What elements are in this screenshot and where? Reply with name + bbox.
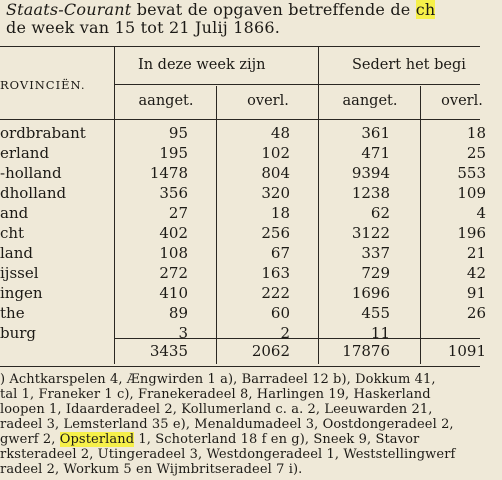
cell-overl-week: 804: [261, 164, 290, 182]
cell-aanget-total: 455: [361, 304, 390, 322]
cell-aanget-week: 108: [159, 244, 188, 262]
table-row: [0, 244, 486, 264]
total-overl-total: 1091: [447, 342, 486, 360]
province-name: ijssel: [0, 264, 39, 282]
table-row: [0, 284, 486, 304]
col-header-overl-week: overl.: [247, 93, 289, 109]
table-row: [0, 224, 486, 244]
cell-aanget-week: 27: [168, 204, 188, 222]
cell-overl-total: 18: [466, 124, 486, 142]
intro-line-1: [6, 0, 435, 19]
cell-overl-total: 25: [466, 144, 486, 162]
province-name: ingen: [0, 284, 43, 302]
province-name: land: [0, 244, 34, 262]
total-aanget-week: 3435: [149, 342, 188, 360]
cell-overl-total: 109: [457, 184, 486, 202]
province-name: the: [0, 304, 25, 322]
cell-aanget-total: 1238: [351, 184, 390, 202]
province-name: and: [0, 204, 29, 222]
cell-overl-week: 18: [270, 204, 290, 222]
total-aanget-total: 17876: [342, 342, 390, 360]
cell-overl-week: 256: [261, 224, 290, 242]
since-start-header: Sedert het begi: [352, 57, 466, 73]
cell-overl-total: 26: [466, 304, 486, 322]
cell-aanget-total: 11: [370, 324, 390, 342]
table-bottom-rule: [0, 366, 480, 367]
cell-overl-total: 91: [466, 284, 486, 302]
footnote-line: radeel 2, Workum 5 en Wijmbritseradeel 7 i).: [0, 462, 303, 477]
cell-aanget-week: 410: [159, 284, 188, 302]
cell-aanget-week: 89: [168, 304, 188, 322]
cell-aanget-week: 95: [168, 124, 188, 142]
cell-aanget-week: 272: [159, 264, 188, 282]
table-row: [0, 144, 486, 164]
table-row: [0, 304, 486, 324]
totals-row: [0, 342, 486, 362]
cell-aanget-total: 471: [361, 144, 390, 162]
table-row: [0, 164, 486, 184]
cell-overl-week: 60: [270, 304, 290, 322]
footnote-line: tal 1, Franeker 1 c), Franekeradeel 8, Harlingen 19, Haskerland: [0, 387, 431, 402]
table-row: [0, 204, 486, 224]
cell-overl-total: 21: [466, 244, 486, 262]
cell-overl-week: 222: [261, 284, 290, 302]
cell-aanget-total: 337: [361, 244, 390, 262]
footnote-line: ) Achtkarspelen 4, Ængwirden 1 a), Barradeel 12 b), Dokkum 41,: [0, 372, 436, 387]
cell-aanget-total: 1696: [351, 284, 390, 302]
footnote-text: gwerf 2,: [0, 432, 60, 447]
intro-text: bevat de opgaven betreffende de: [131, 0, 416, 19]
newspaper-name: Staats-Courant: [6, 0, 132, 19]
cell-aanget-week: 402: [159, 224, 188, 242]
cell-overl-week: 102: [261, 144, 290, 162]
cell-aanget-week: 3: [178, 324, 188, 342]
group-header-rule: [115, 84, 480, 85]
header-bottom-rule: [0, 119, 480, 120]
footnote-line: radeel 3, Lemsterland 35 e), Menaldumadeel 3, Oostdongeradeel 2,: [0, 417, 454, 432]
footnote-line: [0, 432, 419, 447]
cell-aanget-week: 1478: [149, 164, 188, 182]
cell-overl-week: 320: [261, 184, 290, 202]
cell-aanget-total: 361: [361, 124, 390, 142]
province-name: cht: [0, 224, 25, 242]
cell-overl-total: 42: [466, 264, 486, 282]
highlighted-search-term: ch: [415, 0, 436, 19]
total-overl-week: 2062: [251, 342, 290, 360]
col-header-aanget-week: aanget.: [138, 93, 194, 109]
intro-line-2: de week van 15 tot 21 Julij 1866.: [6, 18, 281, 37]
cell-overl-week: 67: [270, 244, 290, 262]
footnote-line: rksteradeel 2, Utingeradeel 3, Westdongeradeel 1, Weststellingwerf: [0, 447, 456, 462]
table-row: [0, 324, 480, 344]
footnote-text: 1, Schoterland 18 f en g), Sneek 9, Stavor: [134, 432, 420, 447]
table-row: [0, 184, 486, 204]
highlighted-search-term: Opsterland: [59, 432, 135, 447]
totals-rule: [115, 338, 480, 339]
cell-overl-week: 2: [280, 324, 290, 342]
province-name: erland: [0, 144, 50, 162]
table-row: [0, 124, 486, 144]
cell-aanget-total: 729: [361, 264, 390, 282]
cell-overl-total: 4: [476, 204, 486, 222]
col-header-aanget-total: aanget.: [342, 93, 398, 109]
cell-aanget-total: 62: [370, 204, 390, 222]
cell-overl-total: 196: [457, 224, 486, 242]
province-name: -holland: [0, 164, 62, 182]
footnote-line: loopen 1, Idaarderadeel 2, Kollumerland c. a. 2, Leeuwarden 21,: [0, 402, 433, 417]
provinces-header: ROVINCIËN.: [0, 78, 86, 92]
table-row: [0, 264, 486, 284]
province-name: burg: [0, 324, 37, 342]
cell-overl-total: 553: [457, 164, 486, 182]
cell-aanget-total: 3122: [351, 224, 390, 242]
province-name: ordbrabant: [0, 124, 86, 142]
col-header-overl-total: overl.: [441, 93, 483, 109]
this-week-header: In deze week zijn: [138, 57, 266, 73]
cell-aanget-week: 356: [159, 184, 188, 202]
cell-aanget-week: 195: [159, 144, 188, 162]
table-top-rule: [0, 46, 480, 47]
cell-aanget-total: 9394: [351, 164, 390, 182]
cell-overl-week: 48: [270, 124, 290, 142]
cell-overl-week: 163: [261, 264, 290, 282]
province-name: dholland: [0, 184, 67, 202]
